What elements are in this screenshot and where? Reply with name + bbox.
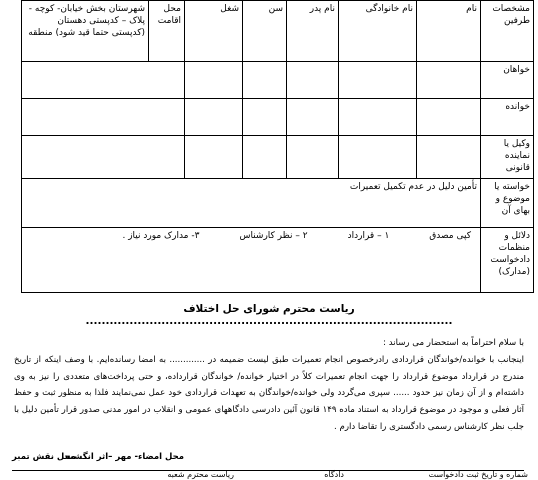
evidence-label: دلائل و منظمات دادخواست (مدارک) [481,228,534,293]
plaintiff-age-cell[interactable] [243,62,287,99]
registration-label: شماره و تاریخ ثبت دادخواست [428,470,528,479]
court-label: دادگاه [324,470,344,479]
letter-paragraph: اینجانب با خوانده/خواندگان قراردادی رادرخصوص انجام تعمیرات طبق لیست ضمیمه در ............. به امضا رسانده‌ایم. با وصف اینکه از تاریخ مندرج در قرارداد موضوع قرارداد را جهت انجام تعمیرات کلاً در اختیار خوانده/ خواندگان قرارداده، و حتی پرداخت‌های متعددی را نیز به وی داشته‌ام و از آن زمان نیز حدود ...... سپری می‌گردد ولی خوانده/خواندگان به تعهدات قراردادی خود عمل نمی‌نمایند فلذا به منظور ثبت و حفظ آثار فعلی و موجود در موضوع قرارداد به استناد ماده ۱۴۹ قانون آئین دادرسی دادگاههای عمومی و انقلاب در امور مدنی صدور قرار تأمین دلیل با جلب نظر کارشناس رسمی دادگستری را تقاضا دارم . [14,354,525,432]
letter-greeting: با سلام احتراماً به استحضار می رساند : [383,338,524,348]
attorney-family-cell[interactable] [339,136,417,179]
plaintiff-family-cell[interactable] [339,62,417,99]
attorney-father-cell[interactable] [287,136,339,179]
row-plaintiff-label: خواهان [481,62,534,99]
attorney-age-cell[interactable] [243,136,287,179]
plaintiff-job-cell[interactable] [185,62,243,99]
attorney-name-cell[interactable] [417,136,481,179]
council-dots: ............................................................................................ [85,315,453,327]
evidence-item-expert: ۲ – نظر کارشناس [239,231,308,241]
row-attorney-label: وکیل یا نماینده قانونی [481,136,534,179]
header-name: نام [417,1,481,62]
plaintiff-address-cell[interactable] [22,62,185,99]
defendant-father-cell[interactable] [287,99,339,136]
defendant-name-cell[interactable] [417,99,481,136]
request-label: خواسته یا موضوع و بهای آن [481,179,534,228]
header-parties-spec: مشخصات طرفین [481,1,534,62]
request-value[interactable]: تأمین دلیل در عدم تکمیل تعمیرات [22,179,481,228]
header-residence: محل اقامت [149,1,185,62]
council-heading [4,293,534,327]
header-family-name: نام خانوادگی [339,1,417,62]
defendant-job-cell[interactable] [185,99,243,136]
header-address-details: شهرستان بخش خیابان- کوچه - پلاک – کدپستی دهستان (کدپستی حتما قید شود) منطقه [22,1,149,62]
letter-body [4,327,534,436]
defendant-age-cell[interactable] [243,99,287,136]
stamp-area-label: محل نقش تمبر [12,452,76,462]
attorney-address-cell[interactable] [22,136,185,179]
row-defendant-label: خوانده [481,99,534,136]
attorney-job-cell[interactable] [185,136,243,179]
parties-table [21,0,534,293]
defendant-family-cell[interactable] [339,99,417,136]
evidence-item-contract: ۱ – قرارداد [347,231,390,241]
evidence-items[interactable] [22,228,481,293]
plaintiff-name-cell[interactable] [417,62,481,99]
header-age: سن [243,1,287,62]
council-title: ریاست محترم شورای حل اختلاف [183,303,355,315]
header-job: شغل [185,1,243,62]
branch-head-label: ریاست محترم شعبه [167,470,234,479]
evidence-item-docs: ۳- مدارک مورد نیاز . [122,231,200,241]
header-father-name: نام پدر [287,1,339,62]
evidence-item-copy: کپی مصدق [429,231,471,241]
plaintiff-father-cell[interactable] [287,62,339,99]
signature-area-label: محل امضاء- مهر –اثر انگشت [65,452,184,462]
defendant-address-cell[interactable] [22,99,185,136]
